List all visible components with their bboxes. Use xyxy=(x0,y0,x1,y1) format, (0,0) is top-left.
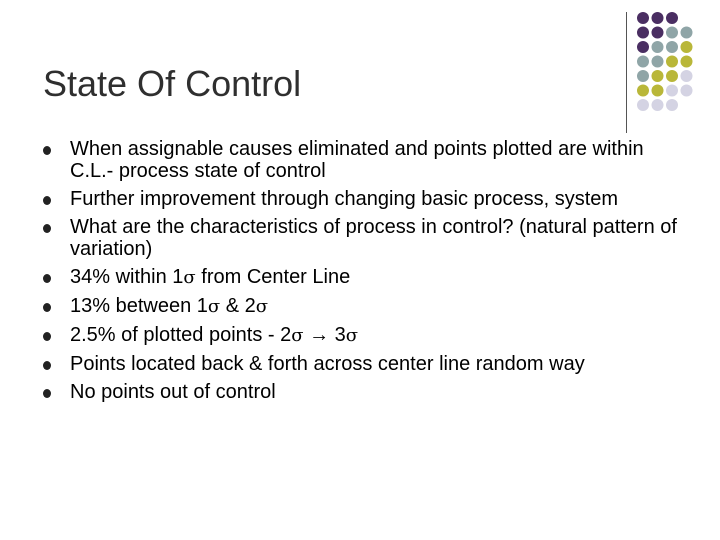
bullet-dot-icon xyxy=(43,274,51,283)
decorative-dot xyxy=(637,70,649,82)
decorative-dot xyxy=(666,56,678,68)
bullet-dot-icon xyxy=(43,224,51,233)
decorative-dot xyxy=(652,41,664,53)
divider-line xyxy=(626,12,627,133)
slide-title: State Of Control xyxy=(43,63,302,104)
bullet-item: Further improvement through changing basic process, system xyxy=(43,188,683,210)
bullet-item: When assignable causes eliminated and points plotted are within C.L.- process state of control xyxy=(43,138,683,182)
bullet-list xyxy=(43,138,683,409)
decorative-dot xyxy=(666,27,678,39)
decorative-dot xyxy=(637,85,649,97)
decorative-dot xyxy=(637,99,649,111)
bullet-item: Points located back & forth across center line random way xyxy=(43,353,683,375)
decorative-dot xyxy=(652,12,664,24)
bullet-item: No points out of control xyxy=(43,381,683,403)
decorative-dot xyxy=(637,27,649,39)
decorative-dot xyxy=(637,56,649,68)
bullet-item: What are the characteristics of process in control? (natural pattern of variation) xyxy=(43,216,683,260)
decorative-dot xyxy=(652,70,664,82)
bullet-dot-icon xyxy=(43,303,51,312)
decorative-dot xyxy=(637,12,649,24)
decorative-dot xyxy=(652,99,664,111)
bullet-item: 2.5% of plotted points - 2σ → 3σ xyxy=(43,324,683,347)
decorative-dot xyxy=(637,41,649,53)
bullet-dot-icon xyxy=(43,361,51,370)
decorative-dot xyxy=(681,41,693,53)
decorative-dot xyxy=(652,56,664,68)
decorative-dot xyxy=(666,12,678,24)
decorative-dot xyxy=(666,41,678,53)
bullet-dot-icon xyxy=(43,146,51,155)
decorative-dot xyxy=(681,85,693,97)
bullet-dot-icon xyxy=(43,389,51,398)
bullet-dot-icon xyxy=(43,196,51,205)
decorative-dot xyxy=(681,70,693,82)
decorative-dot xyxy=(666,85,678,97)
decorative-dot xyxy=(666,99,678,111)
decorative-dot xyxy=(652,85,664,97)
bullet-item: 34% within 1σ from Center Line xyxy=(43,266,683,289)
decorative-dot xyxy=(681,27,693,39)
bullet-item: 13% between 1σ & 2σ xyxy=(43,295,683,318)
decorative-dot xyxy=(666,70,678,82)
decorative-dot xyxy=(652,27,664,39)
bullet-dot-icon xyxy=(43,332,51,341)
decorative-dot xyxy=(681,56,693,68)
